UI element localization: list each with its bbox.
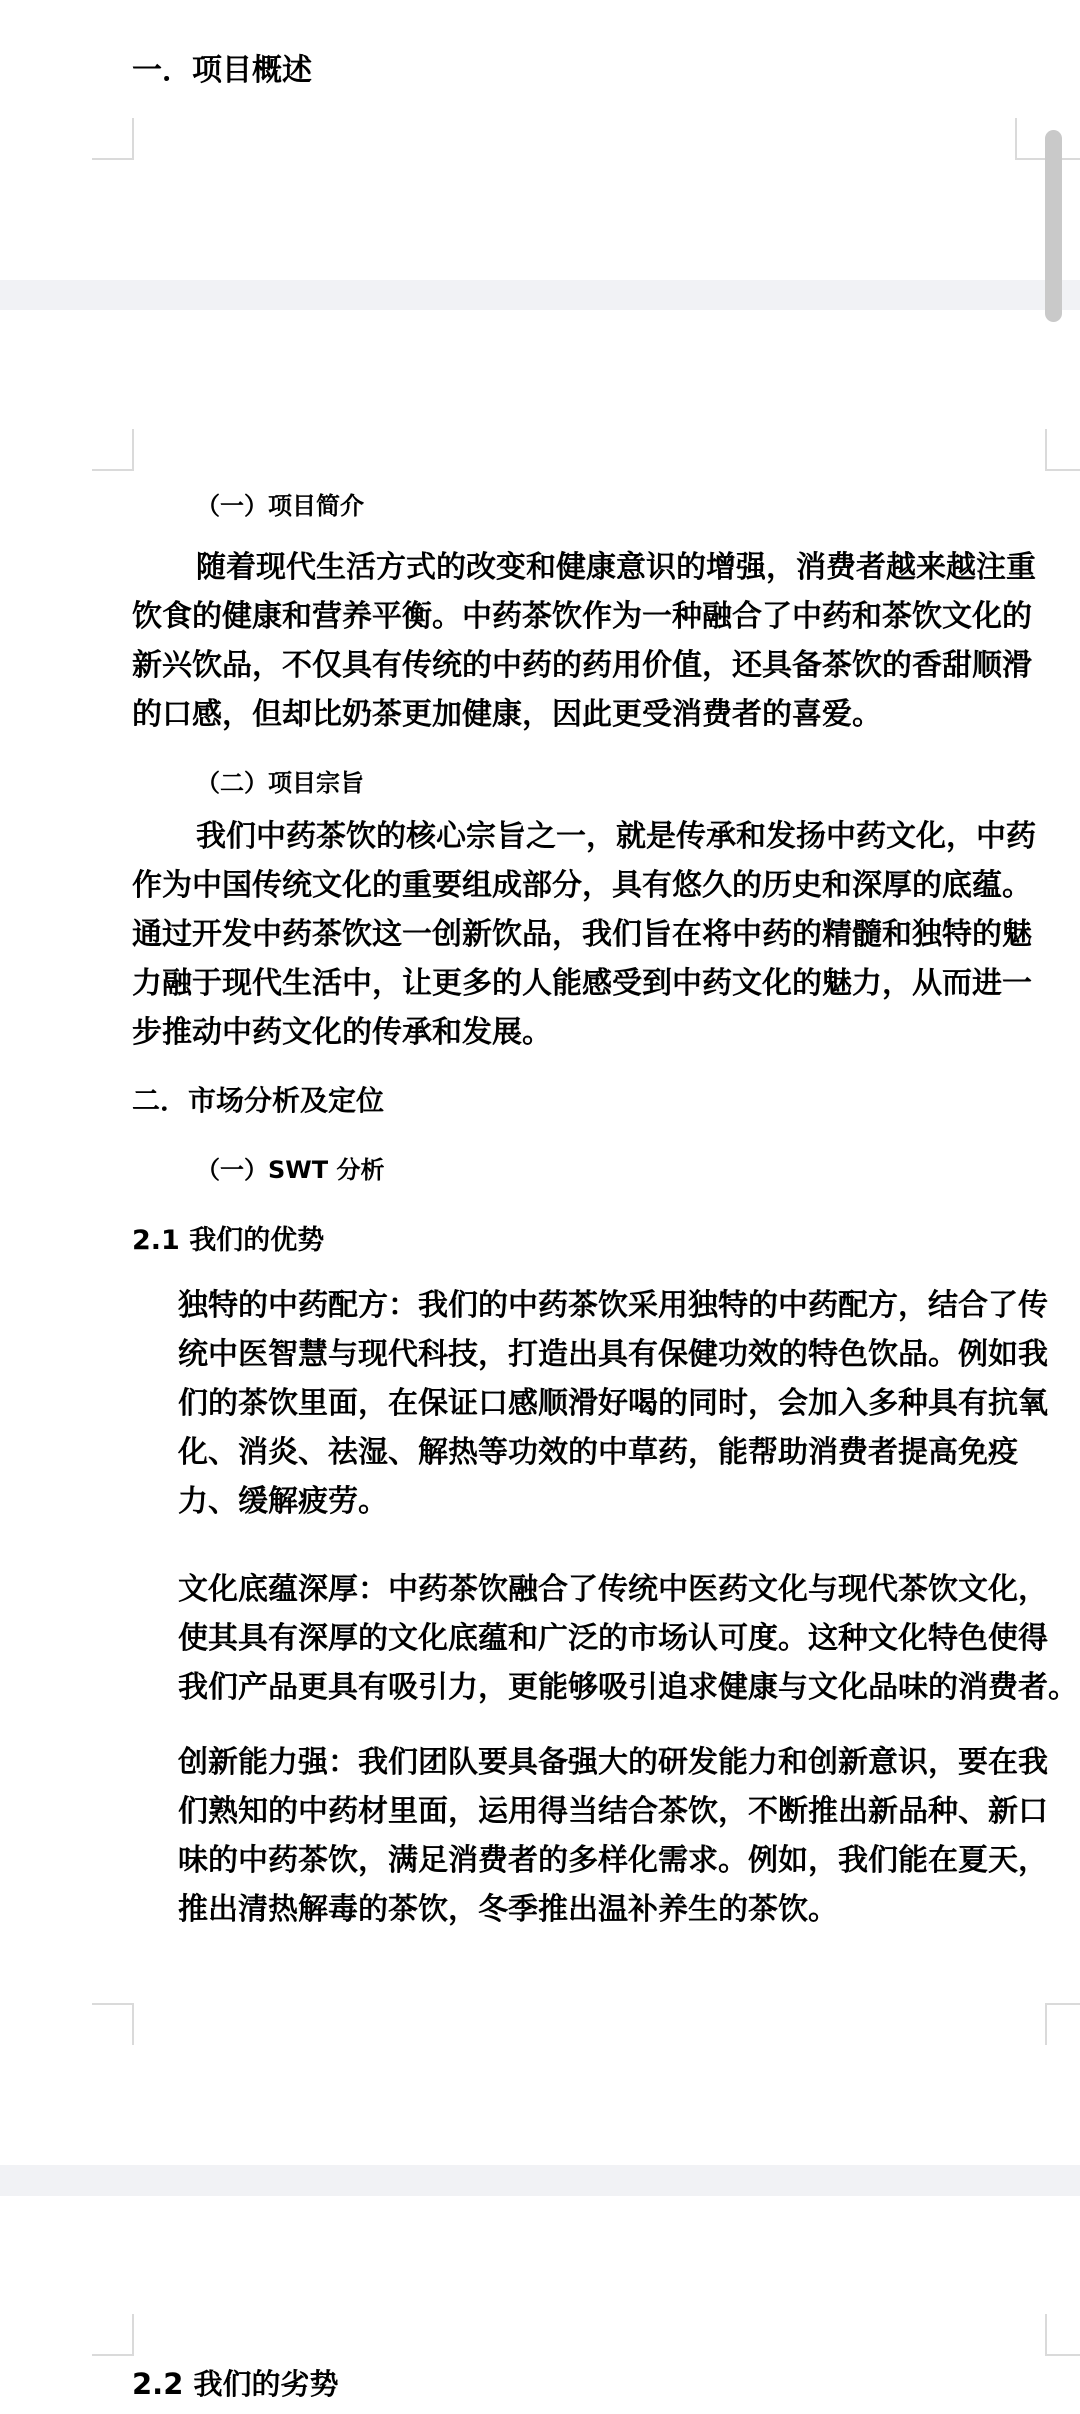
text-line: 独特的中药配方：我们的中药茶饮采用独特的中药配方，结合了传: [178, 1288, 1048, 1323]
text-line: 步推动中药文化的传承和发展。: [132, 1015, 552, 1050]
heading-market-analysis: 二．市场分析及定位: [132, 1084, 385, 1117]
text-line: 作为中国传统文化的重要组成部分，具有悠久的历史和深厚的底蕴。: [132, 868, 1032, 903]
page-corner-mark: [1045, 2314, 1080, 2356]
text-line: 力、缓解疲劳。: [178, 1484, 388, 1519]
text-line: 们熟知的中药材里面，运用得当结合茶饮，不断推出新品种、新口: [178, 1794, 1048, 1829]
text-line: 我们中药茶饮的核心宗旨之一，就是传承和发扬中药文化，中药: [196, 819, 1036, 854]
heading-our-disadvantages: 2.2 我们的劣势: [132, 2367, 339, 2401]
text-line: 文化底蕴深厚：中药茶饮融合了传统中医药文化与现代茶饮文化，: [178, 1572, 1048, 1607]
advantage-item-innovation: [178, 1738, 1048, 1934]
heading-our-advantages: 2.1 我们的优势: [132, 1225, 325, 1256]
page-corner-mark: [1045, 429, 1080, 471]
advantage-item-formula: [178, 1281, 1048, 1526]
paragraph-project-intro: [132, 543, 1036, 739]
text-line: 化、消炎、祛湿、解热等功效的中草药，能帮助消费者提高免疫: [178, 1435, 1018, 1470]
subheading-swot-analysis: （一）SWT 分析: [196, 1156, 385, 1184]
text-line: 使其具有深厚的文化底蕴和广泛的市场认可度。这种文化特色使得: [178, 1621, 1048, 1656]
text-line: 统中医智慧与现代科技，打造出具有保健功效的特色饮品。例如我: [178, 1337, 1048, 1372]
text-line: 我们产品更具有吸引力，更能够吸引追求健康与文化品味的消费者。: [178, 1670, 1078, 1705]
text-line: 推出清热解毒的茶饮，冬季推出温补养生的茶饮。: [178, 1892, 838, 1927]
page-corner-mark: [92, 2314, 134, 2356]
text-line: 的口感，但却比奶茶更加健康，因此更受消费者的喜爱。: [132, 697, 882, 732]
text-line: 随着现代生活方式的改变和健康意识的增强，消费者越来越注重: [196, 550, 1036, 585]
subheading-project-purpose: （二）项目宗旨: [196, 769, 364, 797]
vertical-scrollbar-thumb[interactable]: [1045, 130, 1062, 322]
page-corner-mark: [92, 118, 134, 160]
text-line: 们的茶饮里面，在保证口感顺滑好喝的同时，会加入多种具有抗氧: [178, 1386, 1048, 1421]
page-corner-mark: [1045, 2003, 1080, 2045]
text-line: 味的中药茶饮，满足消费者的多样化需求。例如，我们能在夏天，: [178, 1843, 1048, 1878]
page-separator: [0, 280, 1080, 310]
text-line: 新兴饮品，不仅具有传统的中药的药用价值，还具备茶饮的香甜顺滑: [132, 648, 1032, 683]
text-line: 创新能力强：我们团队要具备强大的研发能力和创新意识，要在我: [178, 1745, 1048, 1780]
text-line: 力融于现代生活中，让更多的人能感受到中药文化的魅力，从而进一: [132, 966, 1032, 1001]
advantage-item-culture: [178, 1565, 1078, 1712]
text-line: 饮食的健康和营养平衡。中药茶饮作为一种融合了中药和茶饮文化的: [132, 599, 1032, 634]
text-line: 通过开发中药茶饮这一创新饮品，我们旨在将中药的精髓和独特的魅: [132, 917, 1032, 952]
page-corner-mark: [92, 2003, 134, 2045]
subheading-project-intro: （一）项目简介: [196, 492, 364, 520]
page-separator: [0, 2165, 1080, 2196]
paragraph-project-purpose: [132, 812, 1036, 1057]
heading-project-overview: 一．项目概述: [132, 53, 312, 88]
page-corner-mark: [92, 429, 134, 471]
